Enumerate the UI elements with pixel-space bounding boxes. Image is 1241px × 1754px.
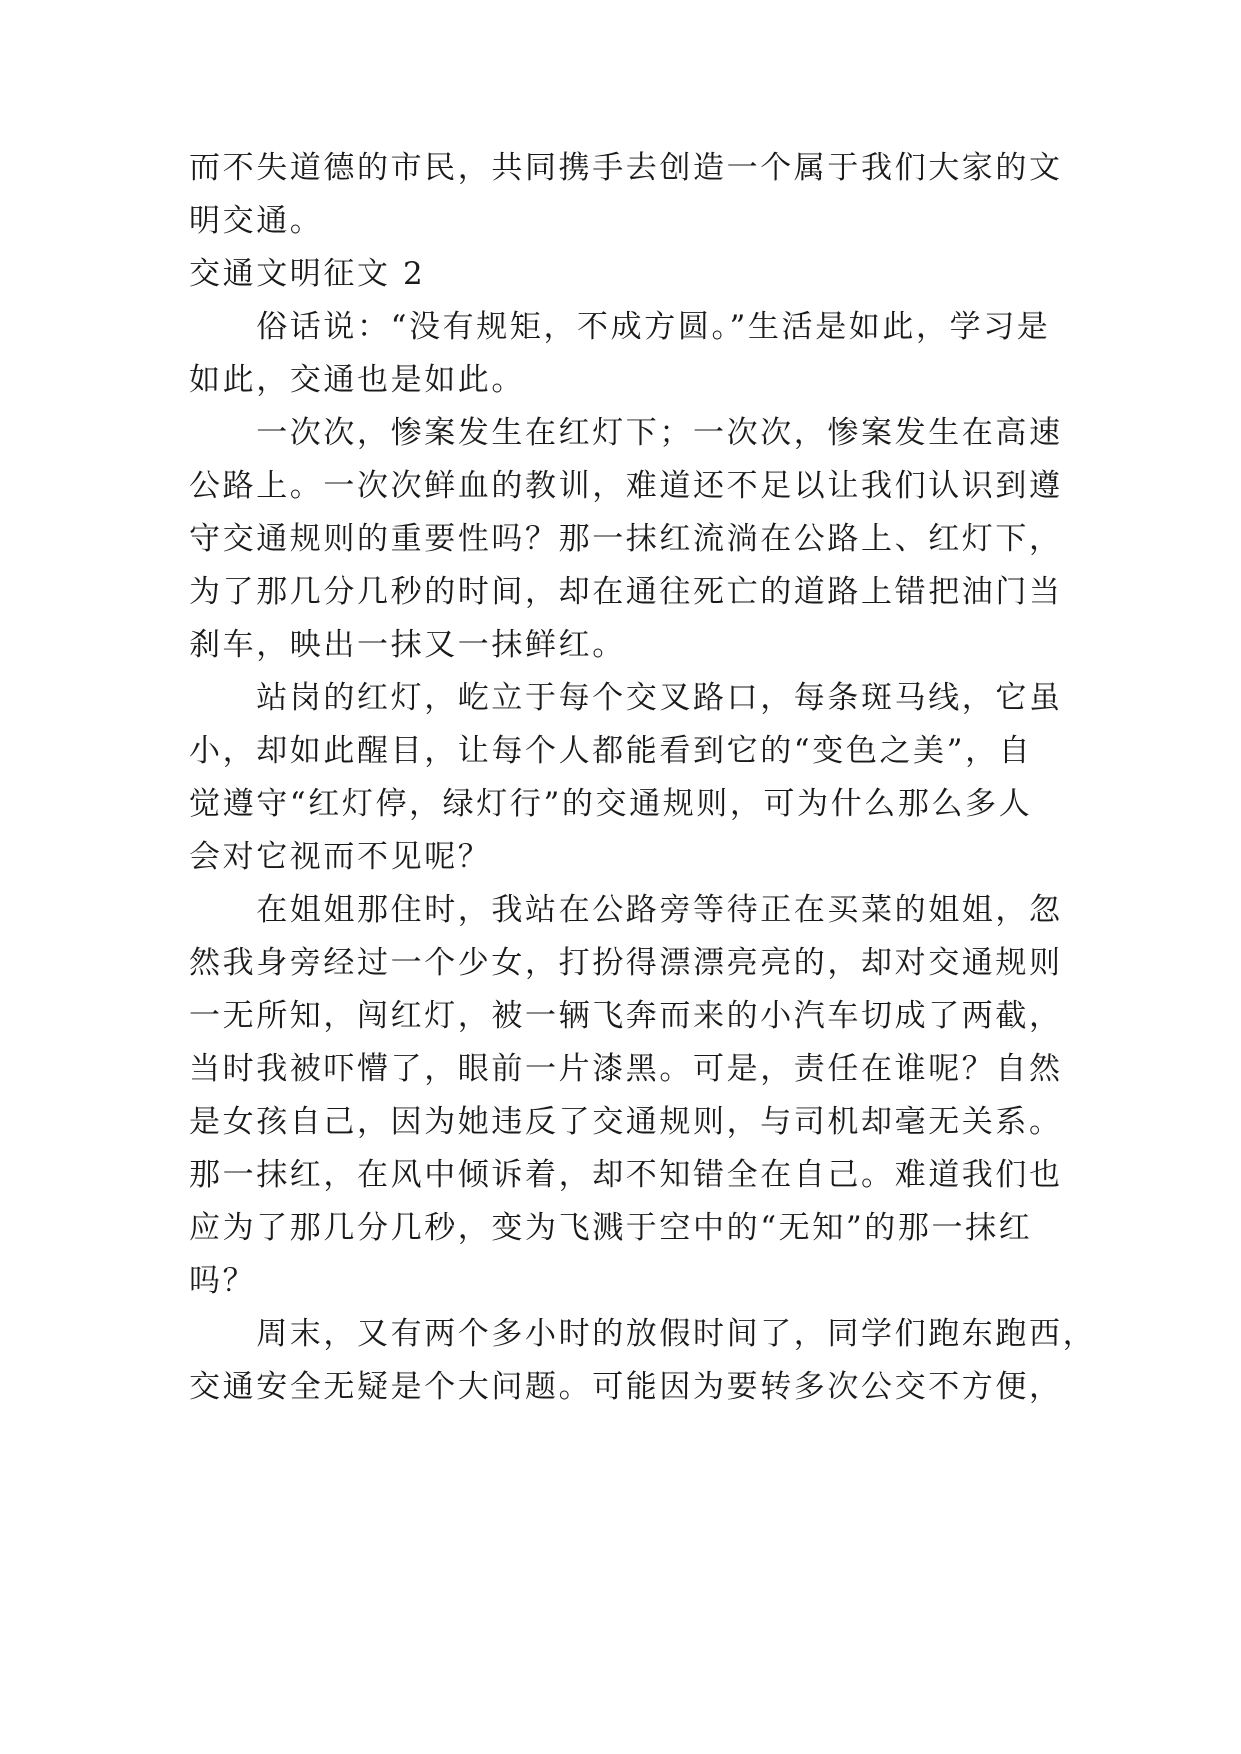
text-line: 明交通。 bbox=[189, 203, 324, 239]
text-line: 当时我被吓懵了，眼前一片漆黑。可是，责任在谁呢？自然 bbox=[189, 1051, 1063, 1087]
text-line: 觉遵守“红灯停，绿灯行”的交通规则，可为什么那么多人 bbox=[189, 786, 1033, 822]
text-line: 然我身旁经过一个少女，打扮得漂漂亮亮的，却对交通规则 bbox=[189, 945, 1063, 981]
text-line: 会对它视而不见呢？ bbox=[189, 839, 492, 875]
text-line: 而不失道德的市民，共同携手去创造一个属于我们大家的文 bbox=[189, 150, 1063, 186]
text-line: 那一抹红，在风中倾诉着，却不知错全在自己。难道我们也 bbox=[189, 1157, 1063, 1193]
text-line: 刹车，映出一抹又一抹鲜红。 bbox=[189, 627, 626, 663]
text-line: 俗话说：“没有规矩，不成方圆。”生活是如此，学习是 bbox=[189, 309, 1051, 345]
section-heading: 交通文明征文 2 bbox=[189, 256, 426, 292]
text-line: 站岗的红灯，屹立于每个交叉路口，每条斑马线，它虽 bbox=[189, 680, 1063, 716]
text-line: 小，却如此醒目，让每个人都能看到它的“变色之美”，自 bbox=[189, 733, 1033, 769]
text-line: 如此，交通也是如此。 bbox=[189, 362, 525, 398]
text-line: 吗？ bbox=[189, 1263, 257, 1299]
text-line: 在姐姐那住时，我站在公路旁等待正在买菜的姐姐，忽 bbox=[189, 892, 1063, 928]
text-line: 周末，又有两个多小时的放假时间了，同学们跑东跑西， bbox=[189, 1316, 1097, 1352]
text-line: 守交通规则的重要性吗？那一抹红流淌在公路上、红灯下， bbox=[189, 521, 1063, 557]
text-line: 是女孩自己，因为她违反了交通规则，与司机却毫无关系。 bbox=[189, 1104, 1063, 1140]
text-line: 应为了那几分几秒，变为飞溅于空中的“无知”的那一抹红 bbox=[189, 1210, 1033, 1246]
text-line: 一无所知，闯红灯，被一辆飞奔而来的小汽车切成了两截， bbox=[189, 998, 1063, 1034]
text-line: 公路上。一次次鲜血的教训，难道还不足以让我们认识到遵 bbox=[189, 468, 1063, 504]
text-line: 一次次，惨案发生在红灯下；一次次，惨案发生在高速 bbox=[189, 415, 1063, 451]
text-line: 交通安全无疑是个大问题。可能因为要转多次公交不方便， bbox=[189, 1369, 1063, 1405]
text-line: 为了那几分几秒的时间，却在通往死亡的道路上错把油门当 bbox=[189, 574, 1063, 610]
